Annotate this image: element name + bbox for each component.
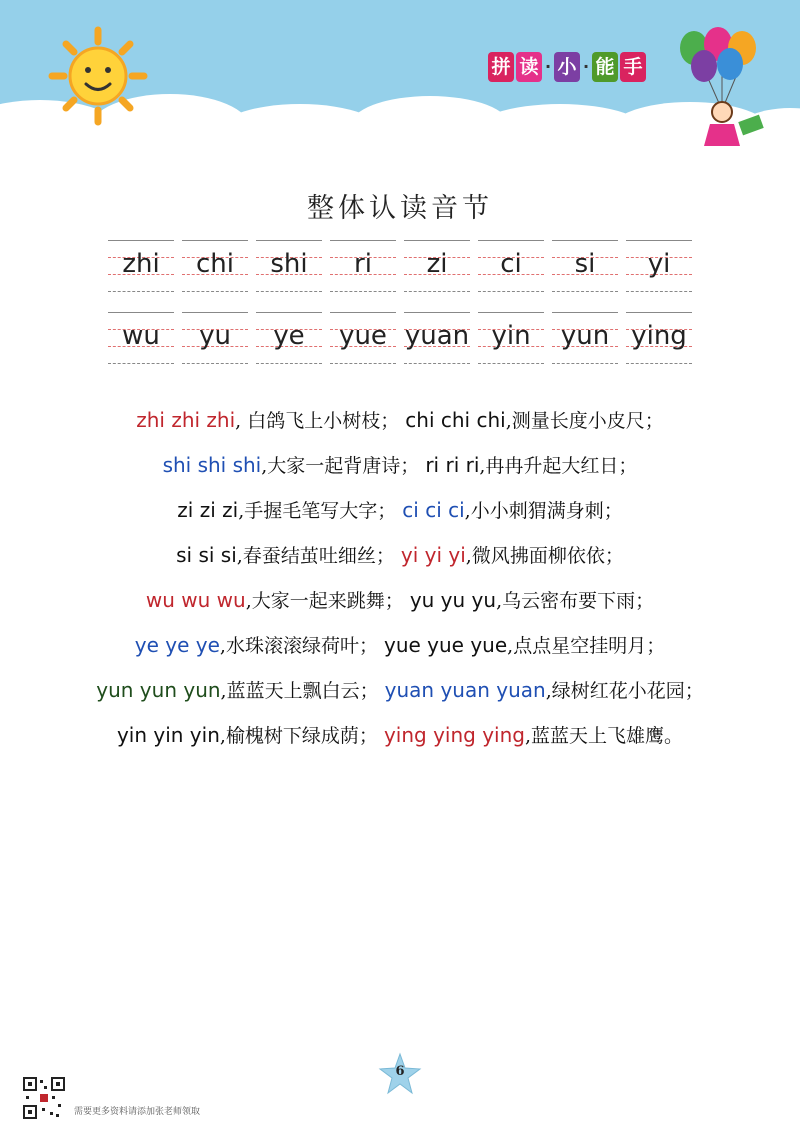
writing-guide-line <box>182 363 248 364</box>
rhyme-pinyin: yue yue yue <box>384 633 508 657</box>
pinyin-cell <box>404 312 470 364</box>
rhyme-text: ,大家一起来跳舞； <box>245 590 404 612</box>
rhyme-list <box>0 398 800 758</box>
writing-guide-line <box>182 240 248 241</box>
writing-guide-line <box>478 240 544 241</box>
pinyin-cell <box>182 312 248 364</box>
rhyme-pinyin: yuan yuan yuan <box>384 678 546 702</box>
pinyin-cell <box>478 312 544 364</box>
pinyin-syllable: ci <box>500 249 522 279</box>
pinyin-cell <box>256 312 322 364</box>
writing-guide-line <box>552 291 618 292</box>
qr-code-icon <box>22 1076 66 1120</box>
writing-guide-line <box>404 312 470 313</box>
rhyme-text: ,绿树红花小花园； <box>545 680 704 702</box>
writing-guide-line <box>478 363 544 364</box>
rhyme-line <box>0 443 800 488</box>
rhyme-pinyin: wu wu wu <box>145 588 246 612</box>
writing-guide-line <box>552 312 618 313</box>
pinyin-cell <box>404 240 470 292</box>
badge-char: 拼 <box>488 52 514 82</box>
writing-guide-line <box>478 312 544 313</box>
writing-guide-line <box>330 240 396 241</box>
rhyme-text: ,蓝蓝天上飞雄鹰。 <box>524 725 684 747</box>
rhyme-text: ,春蚕结茧吐细丝； <box>236 545 395 567</box>
badge-dot: · <box>544 57 552 76</box>
rhyme-text: ,水珠滚滚绿荷叶； <box>219 635 378 657</box>
rhyme-pinyin: si si si <box>176 543 237 567</box>
rhyme-text: ,蓝蓝天上飘白云； <box>220 680 379 702</box>
pinyin-cell <box>108 240 174 292</box>
pinyin-syllable: zi <box>426 249 448 279</box>
rhyme-text: ,手握毛笔写大字； <box>238 500 397 522</box>
pinyin-cell <box>552 312 618 364</box>
rhyme-pinyin: ye ye ye <box>134 633 220 657</box>
rhyme-pinyin: yi yi yi <box>400 543 466 567</box>
pinyin-cell <box>256 240 322 292</box>
rhyme-text: ,小小刺猬满身刺； <box>464 500 623 522</box>
pinyin-syllable: ri <box>354 249 372 279</box>
rhyme-line <box>0 533 800 578</box>
badge-dot: · <box>582 57 590 76</box>
pinyin-syllable: yu <box>199 321 231 351</box>
rhyme-text: ,榆槐树下绿成荫； <box>219 725 378 747</box>
rhyme-pinyin: ci ci ci <box>402 498 465 522</box>
rhyme-pinyin: shi shi shi <box>162 453 262 477</box>
rhyme-line <box>0 488 800 533</box>
pinyin-cell <box>552 240 618 292</box>
pinyin-cell <box>182 240 248 292</box>
pinyin-cell <box>626 240 692 292</box>
rhyme-text: ,测量长度小皮尺； <box>505 410 664 432</box>
rhyme-line <box>0 623 800 668</box>
writing-guide-line <box>552 363 618 364</box>
rhyme-pinyin: yin yin yin <box>116 723 220 747</box>
rhyme-pinyin: yun yun yun <box>96 678 221 702</box>
writing-guide-line <box>108 363 174 364</box>
badge-char: 读 <box>516 52 542 82</box>
rhyme-text: ,大家一起背唐诗； <box>261 455 420 477</box>
footer-note: 需要更多资料请添加张老师领取 <box>74 1107 201 1117</box>
rhyme-line <box>0 713 800 758</box>
rhyme-text: ,微风拂面柳依依； <box>465 545 624 567</box>
writing-guide-line <box>108 312 174 313</box>
writing-guide-line <box>404 291 470 292</box>
pinyin-grid-row-1 <box>108 240 692 292</box>
badge-char: 能 <box>592 52 618 82</box>
pinyin-cell <box>626 312 692 364</box>
rhyme-pinyin: zhi zhi zhi <box>136 408 236 432</box>
pinyin-syllable: yue <box>339 321 387 351</box>
badge-char: 手 <box>620 52 646 82</box>
section-badge <box>488 52 646 82</box>
writing-guide-line <box>182 291 248 292</box>
writing-guide-line <box>108 240 174 241</box>
pinyin-cell <box>330 312 396 364</box>
rhyme-pinyin: yu yu yu <box>409 588 497 612</box>
rhyme-pinyin: ri ri ri <box>425 453 480 477</box>
rhyme-line <box>0 398 800 443</box>
rhyme-text: ,乌云密布要下雨； <box>496 590 655 612</box>
writing-guide-line <box>626 312 692 313</box>
pinyin-syllable: ying <box>631 321 687 351</box>
rhyme-pinyin: chi chi chi <box>405 408 506 432</box>
pinyin-grid-row-2 <box>108 312 692 364</box>
pinyin-cell <box>478 240 544 292</box>
writing-guide-line <box>626 363 692 364</box>
pinyin-syllable: yi <box>647 249 671 279</box>
writing-guide-line <box>330 363 396 364</box>
writing-guide-line <box>256 363 322 364</box>
writing-guide-line <box>256 312 322 313</box>
sun-icon <box>52 30 144 122</box>
pinyin-syllable: zhi <box>122 249 160 279</box>
page-header <box>0 0 800 150</box>
page-number: 6 <box>395 1064 405 1079</box>
rhyme-line <box>0 668 800 713</box>
rhyme-text: , 白鸽飞上小树枝； <box>235 410 400 432</box>
pinyin-syllable: si <box>574 249 596 279</box>
writing-guide-line <box>108 291 174 292</box>
writing-guide-line <box>626 291 692 292</box>
writing-guide-line <box>256 240 322 241</box>
pinyin-syllable: yin <box>491 321 531 351</box>
writing-guide-line <box>330 312 396 313</box>
writing-guide-line <box>182 312 248 313</box>
writing-guide-line <box>626 240 692 241</box>
writing-guide-line <box>478 291 544 292</box>
sky-clouds-illustration <box>0 0 800 150</box>
pinyin-syllable: wu <box>122 321 160 351</box>
writing-guide-line <box>404 240 470 241</box>
pinyin-syllable: ye <box>273 321 305 351</box>
page-title: 整体认读音节 <box>307 193 493 224</box>
pinyin-cell <box>108 312 174 364</box>
writing-guide-line <box>404 363 470 364</box>
rhyme-text: ,冉冉升起大红日； <box>479 455 638 477</box>
rhyme-text: ,点点星空挂明月； <box>507 635 666 657</box>
pinyin-syllable: chi <box>196 249 234 279</box>
writing-guide-line <box>256 291 322 292</box>
badge-char: 小 <box>554 52 580 82</box>
rhyme-pinyin: ying ying ying <box>383 723 525 747</box>
rhyme-line <box>0 578 800 623</box>
rhyme-pinyin: zi zi zi <box>177 498 239 522</box>
writing-guide-line <box>330 291 396 292</box>
pinyin-syllable: shi <box>270 249 308 279</box>
pinyin-syllable: yun <box>560 321 610 351</box>
pinyin-syllable: yuan <box>404 321 470 351</box>
writing-guide-line <box>552 240 618 241</box>
pinyin-cell <box>330 240 396 292</box>
